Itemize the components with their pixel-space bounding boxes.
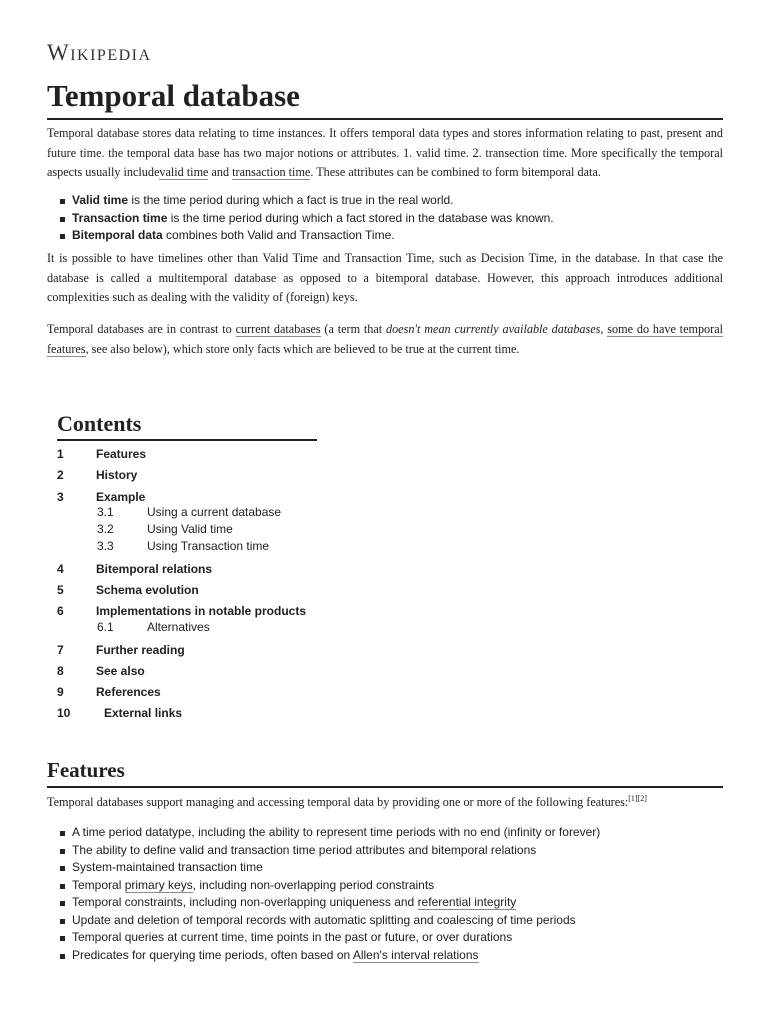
bullet-term: Bitemporal data [72, 228, 163, 242]
bullet-text: combines both Valid and Transaction Time. [162, 228, 395, 242]
toc-label: Example [96, 490, 146, 504]
p3-text: , see also below), which store only facts which are believed to be true at the current time. [85, 341, 520, 356]
link-temporal-features[interactable]: some do have temporal features [47, 322, 723, 356]
link-current-databases[interactable]: current databases [235, 322, 321, 336]
intro-paragraph [47, 124, 723, 183]
citation-refs[interactable]: [1][2] [628, 793, 647, 803]
features-heading: Features [47, 756, 723, 788]
wikipedia-wordmark[interactable] [47, 40, 152, 66]
link-valid-time[interactable]: valid time [159, 165, 209, 179]
toc-number: 10 [57, 706, 71, 720]
link-primary-keys[interactable]: primary keys [124, 877, 193, 892]
feature-text: , including non-overlapping period constraints [192, 877, 435, 892]
list-item [47, 210, 554, 228]
toc-number: 3.3 [97, 539, 114, 553]
list-item [47, 859, 600, 877]
toc-label: Schema evolution [96, 583, 199, 597]
toc-number: 6 [57, 604, 64, 618]
bullet-term: Transaction time [72, 210, 168, 225]
list-item [47, 947, 600, 965]
features-intro [47, 793, 723, 813]
toc-label: Features [96, 447, 147, 461]
feature-text: Temporal [72, 877, 125, 892]
toc-label: History [96, 468, 138, 482]
list-item [47, 912, 600, 930]
toc-label: Using a current database [147, 505, 282, 519]
list-item [47, 227, 554, 245]
list-item [47, 842, 600, 860]
toc-label: Using Valid time [147, 522, 233, 536]
toc-number: 8 [57, 664, 64, 678]
p3-italic: doesn't mean currently available databases [385, 322, 601, 336]
feature-text: Temporal queries at current time, time points in the past or future, or over durations [72, 930, 513, 944]
toc-number: 3.2 [97, 522, 114, 536]
list-item [47, 929, 600, 947]
contrast-paragraph [47, 320, 723, 359]
wordmark-text: Wikipedia [47, 40, 152, 65]
bullet-text: is the time period during which a fact is true in the real world. [128, 193, 454, 207]
toc-label: Bitemporal relations [96, 562, 213, 576]
toc-number: 3 [57, 490, 64, 504]
toc-label: External links [104, 706, 183, 720]
toc-label: Implementations in notable products [96, 604, 307, 618]
toc-label: Further reading [96, 643, 185, 657]
toc-label: See also [96, 664, 145, 678]
list-item [47, 192, 554, 210]
toc-label: Alternatives [147, 620, 210, 634]
list-item [47, 877, 600, 895]
page-title: Temporal database [47, 76, 723, 120]
bullet-term: Valid time [72, 193, 129, 207]
toc-number: 3.1 [97, 505, 114, 519]
p3-text: (a term that [320, 322, 386, 336]
p3-text: Temporal databases are in contrast to [47, 322, 236, 336]
toc-number: 5 [57, 583, 64, 597]
feature-text: A time period datatype, including the ability to represent time periods with no end (infinity or forever) [72, 825, 601, 839]
link-referential-integrity[interactable]: referential integrity [417, 895, 517, 909]
toc-number: 7 [57, 643, 64, 657]
bullet-text: is the time period during which a fact stored in the database was known. [167, 210, 554, 225]
toc-number: 6.1 [97, 620, 114, 634]
feature-text: The ability to define valid and transaction time period attributes and bitemporal relations [72, 842, 537, 857]
intro-text: Temporal database stores data relating to time instances. It offers temporal data types and stores information relating to past, present and future time. the temporal data base has two major notions or attributes. 1. valid time. 2. transection time. More specifically the temporal aspects usually include [47, 126, 723, 179]
link-transaction-time[interactable]: transaction time [232, 165, 311, 179]
time-bullet-list [47, 192, 554, 245]
toc-number: 1 [57, 447, 64, 461]
toc-title: Contents [57, 410, 317, 441]
toc-label: References [96, 685, 161, 699]
toc-number: 2 [57, 468, 64, 482]
intro-and: and [208, 165, 233, 179]
toc-number: 4 [57, 562, 64, 576]
toc-label: Using Transaction time [147, 539, 270, 553]
p3-text: , [600, 322, 608, 336]
toc-number: 9 [57, 685, 64, 699]
features-list [47, 824, 600, 964]
feature-text: Temporal constraints, including non-overlapping uniqueness and [72, 895, 418, 909]
feature-text: System-maintained transaction time [72, 860, 263, 874]
intro-text-end: . These attributes can be combined to form bitemporal data. [310, 165, 601, 179]
feature-text: Update and deletion of temporal records with automatic splitting and coalescing of time periods [72, 912, 576, 927]
feature-text: Predicates for querying time periods, often based on [72, 947, 353, 962]
multitemporal-paragraph: It is possible to have timelines other than Valid Time and Transaction Time, such as Decision Time, in the database. In that case the database is called a multitemporal database as opposed to a bitemporal database. However, this approach introduces additional complexities such as dealing with the validity of (foreign) keys. [47, 251, 723, 304]
features-intro-text: Temporal databases support managing and accessing temporal data by providing one or more of the following features: [47, 795, 629, 809]
link-allens-interval-relations[interactable]: Allen's interval relations [352, 947, 479, 962]
list-item [47, 894, 600, 912]
list-item [47, 824, 600, 842]
